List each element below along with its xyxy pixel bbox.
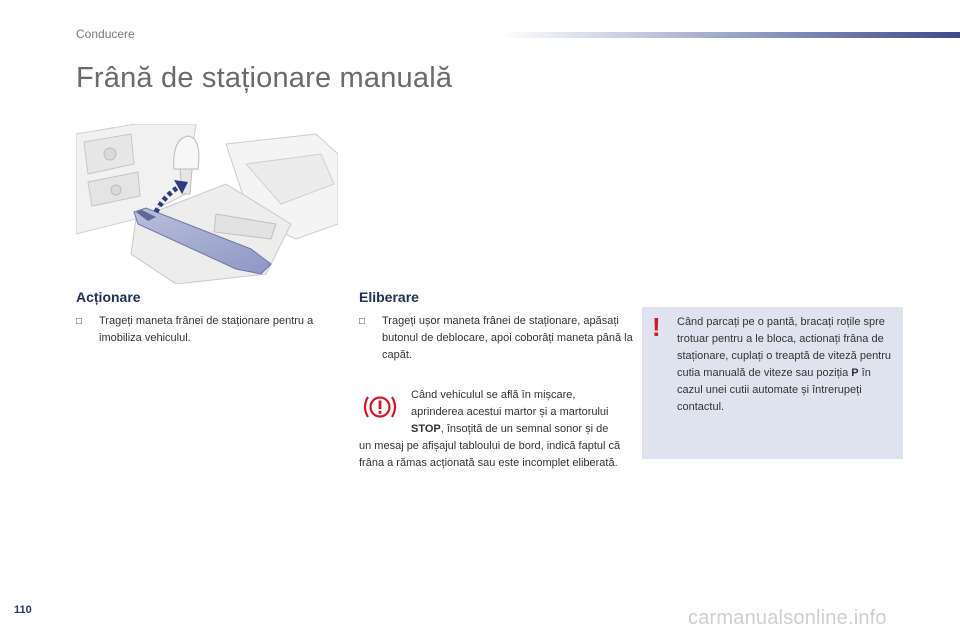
actionare-heading: Acționare <box>76 289 141 305</box>
checkbox-bullet-icon: □ <box>359 316 366 327</box>
actionare-bullet-text: Trageți maneta frânei de staționare pentru a imobiliza vehiculul. <box>99 315 314 344</box>
brake-warning-text-part1: Când vehiculul se află în mișcare, aprinderea acestui martor și a martorului <box>411 389 609 418</box>
page-number: 110 <box>14 604 32 616</box>
note-bold-p: P <box>851 367 859 379</box>
eliberare-heading: Eliberare <box>359 289 419 305</box>
note-text-part2: în cazul unei cutii automate și întrerupeți contactul. <box>677 367 871 413</box>
eliberare-bullet-text: Trageți ușor maneta frânei de staționare, apăsați butonul de deblocare, apoi coborâți maneta până la capăt. <box>382 315 633 361</box>
handbrake-illustration <box>76 124 338 284</box>
icon-spacer <box>359 387 411 437</box>
checkbox-bullet-icon: □ <box>76 316 83 327</box>
section-label: Conducere <box>76 27 135 41</box>
note-text <box>677 314 897 416</box>
actionare-bullet <box>76 313 349 347</box>
brake-warning-text-part2: , însoțită de un semnal sonor și de un mesaj pe afișajul tabloului de bord, indică faptul că frâna a rămas acționată sau este incomplet eliberată. <box>359 423 621 469</box>
header-gradient-bar <box>500 32 960 38</box>
watermark: carmanualsonline.info <box>688 607 887 629</box>
note-text-part1: Când parcați pe o pantă, bracați roțile spre trotuar pentru a le bloca, actionați frâna de staționare, cuplați o treaptă de viteză pentru cutia manuală de viteze sau poziția <box>677 316 892 379</box>
stop-label: STOP <box>411 423 441 435</box>
exclamation-icon: ! <box>652 312 661 342</box>
eliberare-bullet <box>359 313 644 364</box>
brake-warning-text <box>359 387 623 472</box>
page-title: Frână de staționare manuală <box>76 62 453 94</box>
